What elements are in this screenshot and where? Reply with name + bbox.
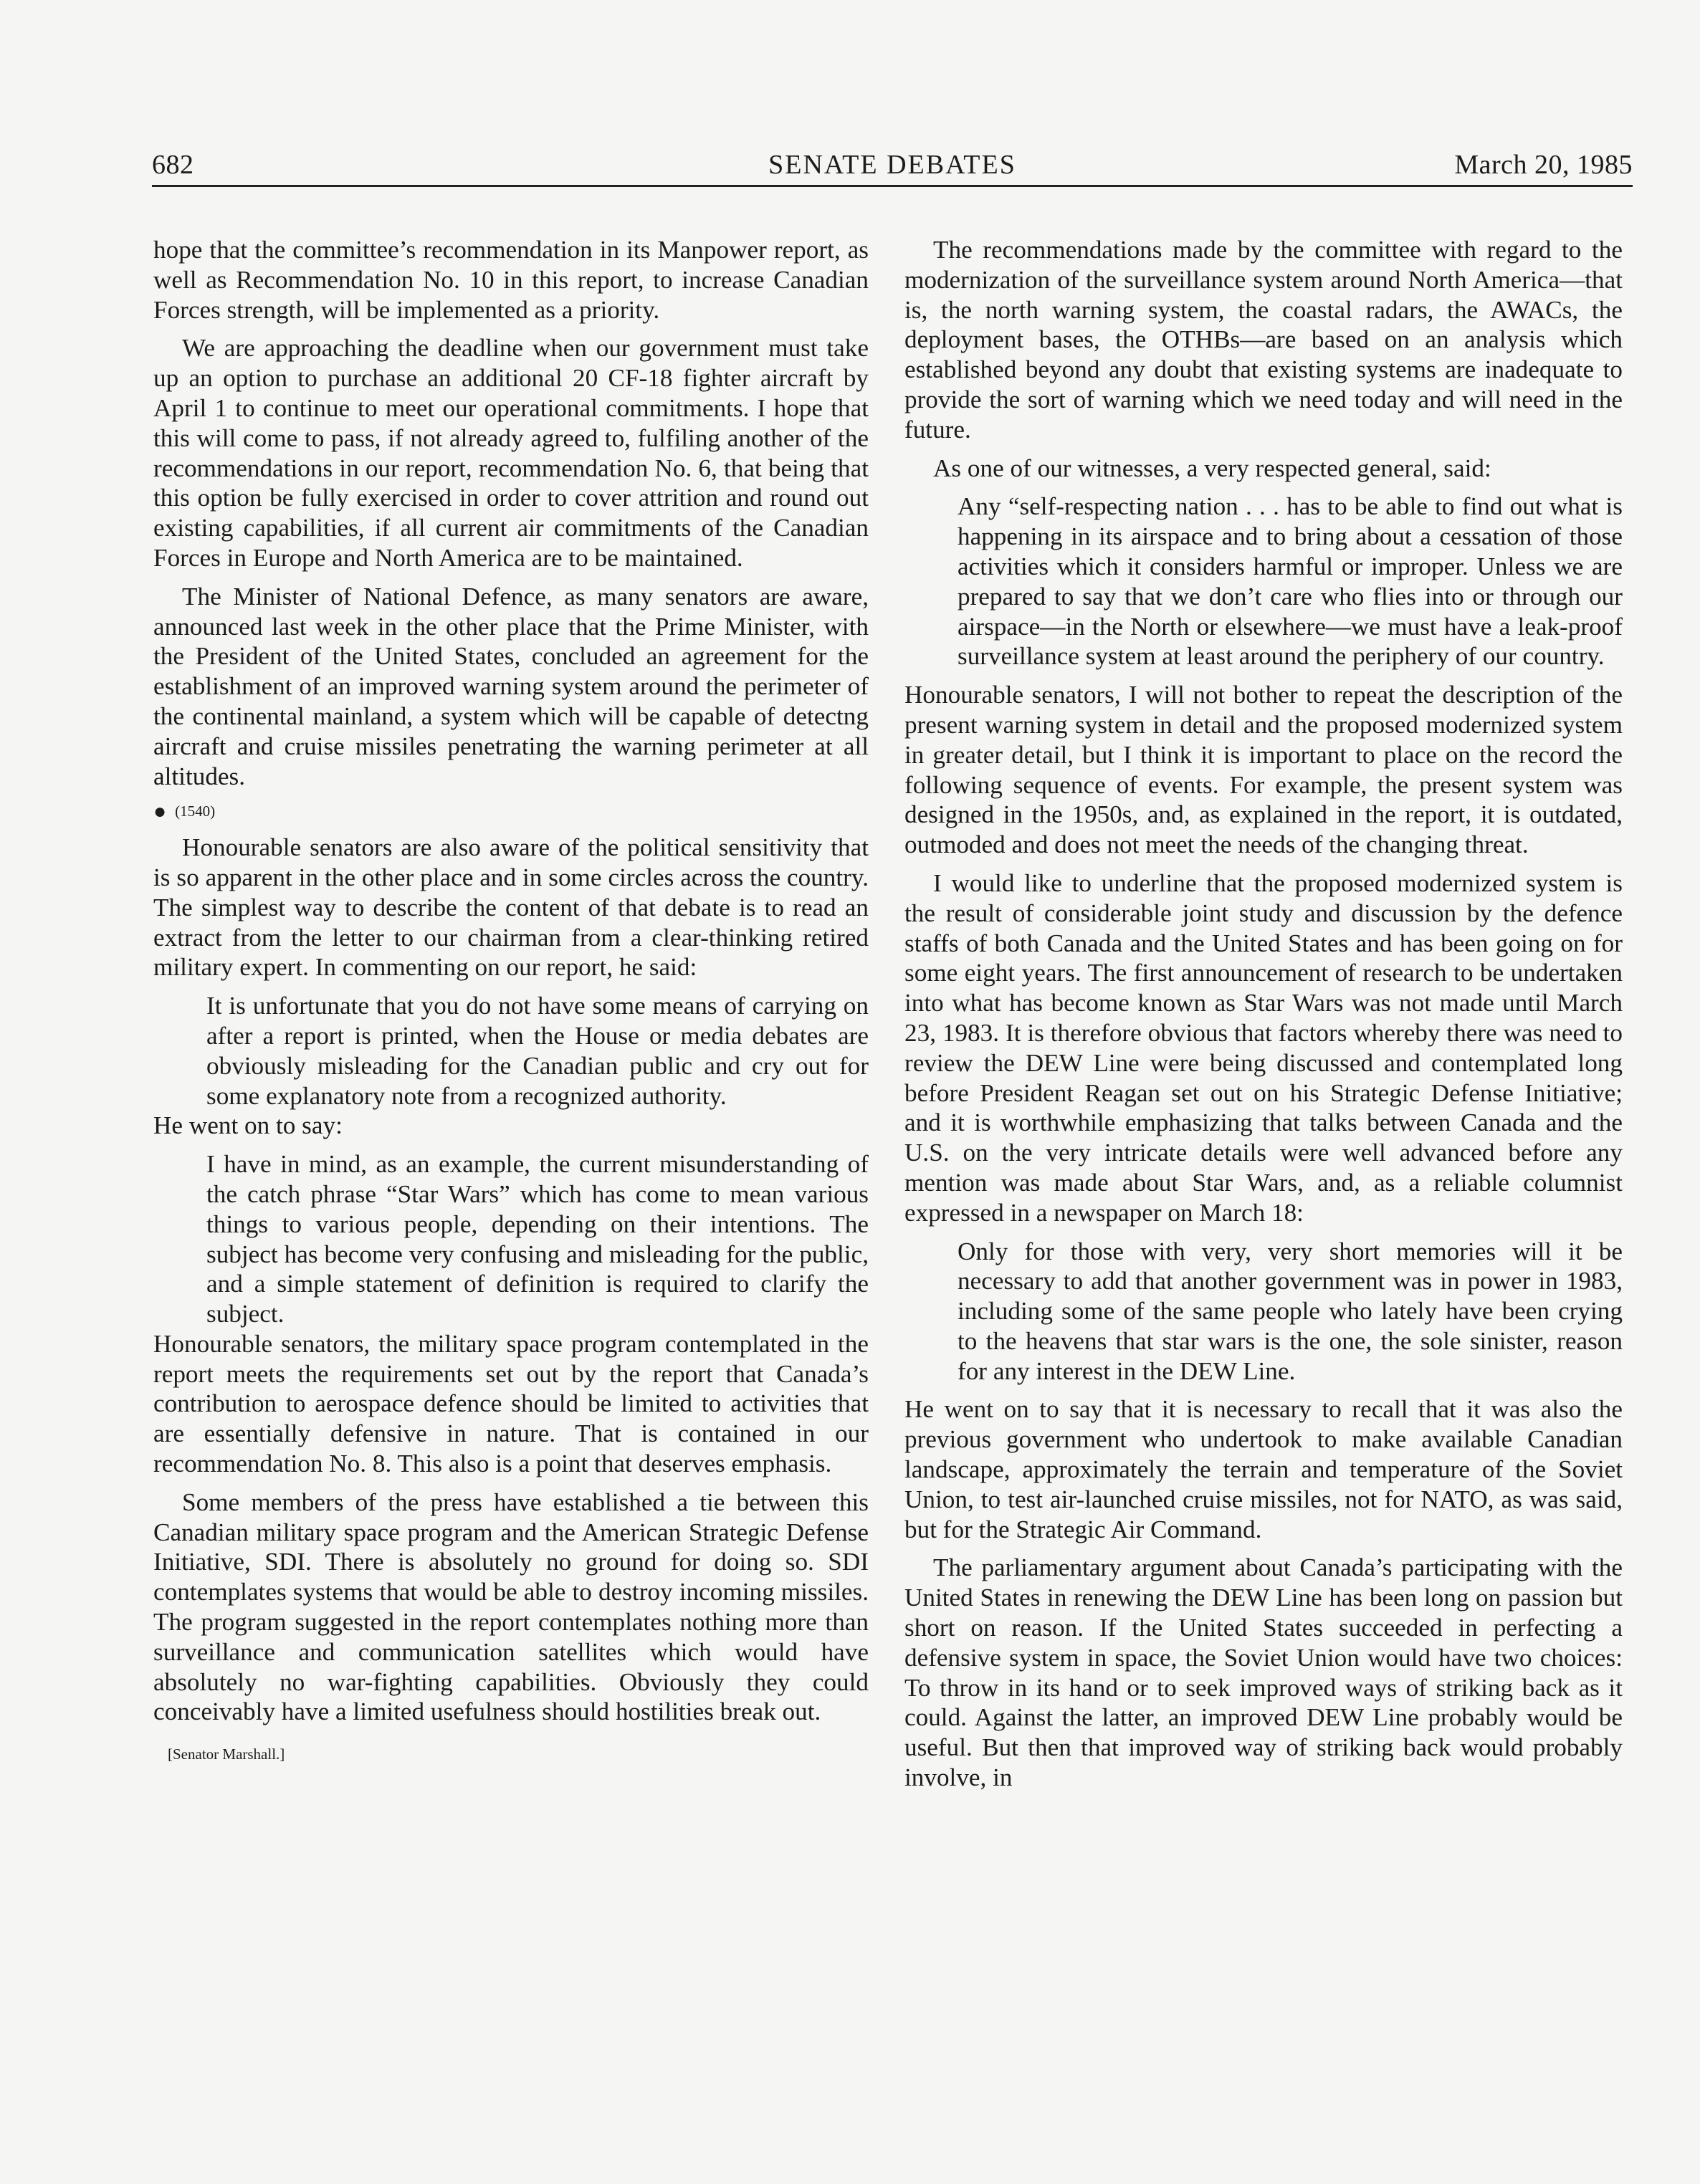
- publication-title: SENATE DEBATES: [768, 150, 1016, 180]
- paragraph: Honourable senators are also aware of the political sensitivity that is so apparent in the other place and in some circles across the country. The simplest way to describe the content of that debate is to read an extract from the letter to our chairman from a clear-thinking retired military expert. In commenting on our report, he said:: [153, 833, 869, 982]
- time-marker-label: (1540): [175, 803, 216, 820]
- paragraph: He went on to say that it is necessary to recall that it was also the previous government who undertook to make available Canadian landscape, approximately the terrain and temperature of the Soviet Union, to test air-launched cruise missiles, not for NATO, as was said, but for the Strategic Air Command.: [904, 1395, 1623, 1543]
- page-header: [152, 143, 1633, 187]
- left-column: [153, 235, 869, 1770]
- paragraph: We are approaching the deadline when our government must take up an option to purchase an additional 20 CF-18 fighter aircraft by April 1 to continue to meet our operational commitments. I hope that this will come to pass, if not already agreed to, fulfiling another of the recommendations in our report, recommendation No. 6, that being that this option be fully exercised in order to cover attrition and round out existing capabilities, if all current air commitments of the Canadian Forces in Europe and North America are to be maintained.: [153, 334, 869, 572]
- publication-date: March 20, 1985: [1454, 150, 1633, 180]
- block-quote: Any “self-respecting nation . . . has to be able to find out what is happening in its airspace and to bring about a cessation of those activities which it considers harmful or improper. Unless we are prepared to say that we don’t care who flies into or through our airspace—in the North or elsewhere—we must have a leak-proof surveillance system at least around the periphery of our country.: [958, 492, 1623, 671]
- block-quote: It is unfortunate that you do not have some means of carrying on after a report is printed, when the House or media debates are obviously misleading for the Canadian public and cry out for some explanatory note from a recognized authority.: [206, 992, 869, 1110]
- speaker-attribution: [Senator Marshall.]: [168, 1745, 285, 1763]
- paragraph: He went on to say:: [153, 1111, 343, 1140]
- paragraph: Some members of the press have established a tie between this Canadian military space program and the American Strategic Defense Initiative, SDI. There is absolutely no ground for doing so. SDI contemplates systems that would be able to destroy incoming missiles. The program suggested in the report contemplates nothing more than surveillance and communication satellites which would have absolutely no war-fighting capabilities. Obviously they could conceivably have a limited usefulness should hostilities break out.: [153, 1488, 869, 1726]
- block-quote: I have in mind, as an example, the current misunderstanding of the catch phrase “Star Wars” which has come to mean various things to various people, depending on their intentions. The subject has become very confusing and misleading for the public, and a simple statement of definition is required to clarify the subject.: [206, 1150, 869, 1328]
- paragraph: I would like to underline that the proposed modernized system is the result of considerable joint study and discussion by the defence staffs of both Canada and the United States and has been going on for some eight years. The first announcement of research to be undertaken into what has become known as Star Wars was not made until March 23, 1983. It is therefore obvious that factors whereby there was need to review the DEW Line were being discussed and contemplated long before President Reagan set out on his Strategic Defense Initiative; and it is worthwhile emphasizing that talks between Canada and the U.S. on the very intricate details were well advanced before any mention was made about Star Wars, and, as a reliable columnist expressed in a newspaper on March 18:: [904, 868, 1623, 1227]
- paragraph: Honourable senators, I will not bother to repeat the description of the present warning system in detail and the proposed modernized system in greater detail, but I think it is important to place on the record the following sequence of events. For example, the present system was designed in the 1950s, and, as explained in the report, it is outdated, outmoded and does not meet the needs of the changing threat.: [904, 681, 1623, 859]
- bullet-icon: ●: [153, 800, 167, 824]
- paragraph: The recommendations made by the committee with regard to the modernization of the surveillance system around North America—that is, the north warning system, the coastal radars, the AWACs, the deployment bases, the OTHBs—are based on an analysis which established beyond any doubt that existing systems are inadequate to provide the sort of warning which we need today and will need in the future.: [904, 236, 1623, 444]
- right-column: [904, 235, 1623, 1793]
- block-quote: Only for those with very, very short memories will it be necessary to add that another government was in power in 1983, including some of the same people who lately have been crying to the heavens that star wars is the one, the sole sinister, reason for any interest in the DEW Line.: [958, 1237, 1623, 1385]
- paragraph: As one of our witnesses, a very respected general, said:: [933, 454, 1491, 482]
- page-number: 682: [152, 150, 194, 180]
- paragraph: hope that the committee’s recommendation in its Manpower report, as well as Recommendation No. 10 in this report, to increase Canadian Forces strength, will be implemented as a priority.: [153, 236, 869, 324]
- paragraph: The Minister of National Defence, as many senators are aware, announced last week in the other place that the Prime Minister, with the President of the United States, concluded an agreement for the establishment of an improved warning system around the perimeter of the continental mainland, a system which will be capable of detectng aircraft and cruise missiles penetrating the warning perimeter at all altitudes.: [153, 582, 869, 790]
- paragraph: The parliamentary argument about Canada’s participating with the United States in renewing the DEW Line has been long on passion but short on reason. If the United States succeeded in perfecting a defensive system in space, the Soviet Union would have two choices: To throw in its hand or to seek improved ways of striking back as it could. Against the latter, an improved DEW Line probably would be useful. But then that improved way of striking back would probably involve, in: [904, 1553, 1623, 1792]
- time-marker: [153, 797, 869, 827]
- paragraph: Honourable senators, the military space program contemplated in the report meets the requirements set out by the report that Canada’s contribution to aerospace defence should be limited to activities that are essentially defensive in nature. That is contained in our recommendation No. 8. This also is a point that deserves emphasis.: [153, 1329, 869, 1478]
